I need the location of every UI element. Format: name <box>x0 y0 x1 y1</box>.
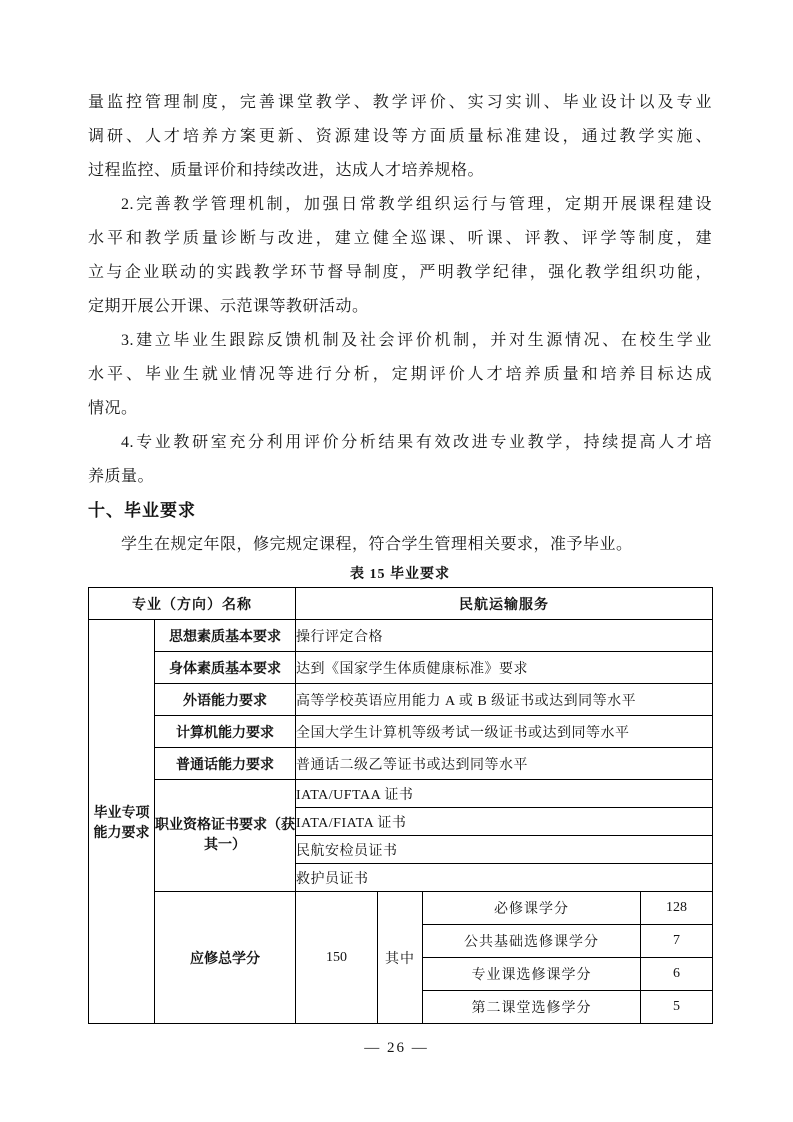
cell-credit-item-value: 5 <box>641 991 713 1024</box>
cell-certificate-item: 民航安检员证书 <box>296 836 713 864</box>
table-caption: 表 15 毕业要求 <box>350 567 450 582</box>
table-row <box>89 748 713 780</box>
cell-certificate-item: IATA/FIATA 证书 <box>296 808 713 836</box>
cell-requirement-label: 普通话能力要求 <box>155 748 296 780</box>
cell-certificate-item: IATA/UFTAA 证书 <box>296 780 713 808</box>
page-number: — 26 — <box>364 1040 429 1056</box>
cell-requirement-value: 高等学校英语应用能力 A 或 B 级证书或达到同等水平 <box>296 684 713 716</box>
section-heading-graduation-requirements: 十、毕业要求 <box>88 501 196 520</box>
body-line: 水平和教学质量诊断与改进，建立健全巡课、听课、评教、评学等制度，建 <box>88 230 712 247</box>
header-cell-major-name: 专业（方向）名称 <box>89 588 296 620</box>
table-row <box>89 620 713 652</box>
cell-certificate-item: 救护员证书 <box>296 864 713 892</box>
cell-certificate-label: 职业资格证书要求（获其一） <box>155 780 296 892</box>
cell-requirement-label: 身体素质基本要求 <box>155 652 296 684</box>
cell-credits-among: 其中 <box>378 892 423 1024</box>
cell-credit-item-value: 128 <box>641 892 713 925</box>
table-row <box>89 780 713 808</box>
body-line: 立与企业联动的实践教学环节督导制度，严明教学纪律，强化教学组织功能， <box>88 264 712 281</box>
body-line: 4.专业教研室充分利用评价分析结果有效改进专业教学，持续提高人才培 <box>121 434 712 451</box>
table-row <box>89 588 713 620</box>
table-row <box>89 892 713 925</box>
cell-credit-item-label: 第二课堂选修学分 <box>423 991 641 1024</box>
cell-credit-item-value: 6 <box>641 958 713 991</box>
body-line: 学生在规定年限，修完规定课程，符合学生管理相关要求，准予毕业。 <box>121 536 633 553</box>
body-line: 2.完善教学管理机制，加强日常教学组织运行与管理，定期开展课程建设 <box>121 196 712 213</box>
cell-left-span-label: 毕业专项能力要求 <box>89 620 155 1024</box>
cell-credit-item-label: 必修课学分 <box>423 892 641 925</box>
graduation-requirements-table <box>88 587 713 1024</box>
cell-credit-item-label: 专业课选修课学分 <box>423 958 641 991</box>
cell-credit-item-value: 7 <box>641 925 713 958</box>
cell-credits-total: 150 <box>296 892 378 1024</box>
body-line: 过程监控、质量评价和持续改进，达成人才培养规格。 <box>88 162 485 179</box>
cell-requirement-value: 全国大学生计算机等级考试一级证书或达到同等水平 <box>296 716 713 748</box>
table-row <box>89 684 713 716</box>
body-line: 水平、毕业生就业情况等进行分析，定期评价人才培养质量和培养目标达成 <box>88 366 712 383</box>
cell-requirement-value: 操行评定合格 <box>296 620 713 652</box>
table-row <box>89 652 713 684</box>
cell-requirement-label: 思想素质基本要求 <box>155 620 296 652</box>
body-line: 调研、人才培养方案更新、资源建设等方面质量标准建设，通过教学实施、 <box>88 128 712 145</box>
body-line: 量监控管理制度，完善课堂教学、教学评价、实习实训、毕业设计以及专业 <box>88 94 712 111</box>
cell-credit-item-label: 公共基础选修课学分 <box>423 925 641 958</box>
cell-requirement-label: 外语能力要求 <box>155 684 296 716</box>
header-cell-major-value: 民航运输服务 <box>296 588 713 620</box>
cell-requirement-label: 计算机能力要求 <box>155 716 296 748</box>
body-line: 3.建立毕业生跟踪反馈机制及社会评价机制，并对生源情况、在校生学业 <box>121 332 712 349</box>
table-row <box>89 716 713 748</box>
cell-requirement-value: 达到《国家学生体质健康标准》要求 <box>296 652 713 684</box>
cell-requirement-value: 普通话二级乙等证书或达到同等水平 <box>296 748 713 780</box>
body-line: 定期开展公开课、示范课等教研活动。 <box>88 298 369 315</box>
body-line: 养质量。 <box>88 468 155 485</box>
page-content <box>88 86 712 1024</box>
cell-credits-label: 应修总学分 <box>155 892 296 1024</box>
body-line: 情况。 <box>88 400 138 417</box>
